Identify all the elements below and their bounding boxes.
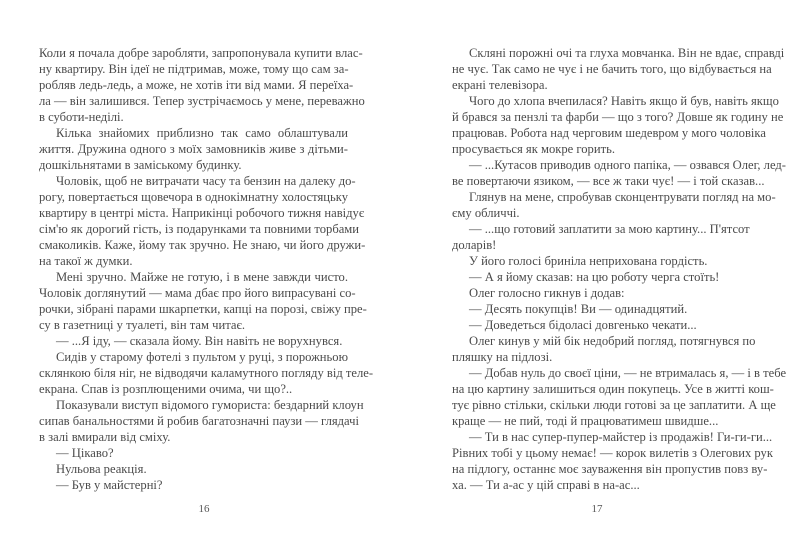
text-line: Кілька знайомих приблизно так само облаштували <box>56 126 348 140</box>
paragraph <box>39 461 348 477</box>
paragraph <box>452 253 742 269</box>
right-page-text <box>452 45 787 493</box>
text-line: Скляні порожні очі та глуха мовчанка. Він не вдає, справді <box>469 46 785 60</box>
text-line: в залі вмирали від сміху. <box>39 430 171 444</box>
text-line: ну квартиру. Він ідеї не підтримав, може, тому що сам за- <box>39 62 349 76</box>
text-line: робляв ледь-ледь, а може, не хотів іти від мами. Я переїха- <box>39 78 354 92</box>
paragraph <box>39 477 348 493</box>
paragraph <box>452 45 785 93</box>
paragraph <box>39 173 366 269</box>
page-number-right: 17 <box>591 503 603 515</box>
text-line: Показували виступ відомого гумориста: бездарний клоун <box>56 398 364 412</box>
paragraph <box>452 301 742 317</box>
paragraph <box>39 445 348 461</box>
paragraph <box>452 333 756 365</box>
text-line: — Ти в нас супер-пупер-майстер із продажів! Ги-ги-ги... <box>469 430 773 444</box>
paragraph <box>452 365 787 429</box>
text-line: просувається як мокре горить. <box>452 142 615 156</box>
paragraph <box>452 221 750 253</box>
text-line: на підлогу, останнє моє зауваження він пропустив повз ву- <box>452 462 768 476</box>
text-line: — Десять покупців! Ви — одинадцятий. <box>469 302 688 316</box>
text-line: доларів! <box>452 238 497 252</box>
text-line: екрана. Спав із розплющеними очима, чи що?.. <box>39 382 293 396</box>
text-line: Олег голосно гикнув і додав: <box>469 286 625 300</box>
text-line: й брався за пензлі та фарби — що з того? Довше як годину не <box>452 110 784 124</box>
text-line: — Цікаво? <box>56 446 114 460</box>
paragraph <box>39 333 348 349</box>
text-line: Олег кинув у мій бік недобрий погляд, потягнувся по <box>469 334 756 348</box>
text-line: — Добав нуль до своєї ціни, — не втрималась я, — і в тебе <box>469 366 787 380</box>
text-line: Чого до хлопа вчепилася? Навіть якщо й був, навіть якщо <box>469 94 779 108</box>
text-line: ла — він залишився. Тепер зустрічаємось у мене, переважно <box>39 94 365 108</box>
paragraph <box>452 157 786 189</box>
text-line: Коли я почала добре заробляти, запропонувала купити влас- <box>39 46 363 60</box>
text-line: Глянув на мене, спробував сконцентрувати погляд на мо- <box>469 190 776 204</box>
text-line: екрані телевізора. <box>452 78 548 92</box>
text-line: Рівних тобі у цьому немає! — корок вилетів з Олегових рук <box>452 446 773 460</box>
text-line: сім'ю як дорогий гість, із подарунками та повними торбами <box>39 222 360 236</box>
text-line: на цю картину залишиться один покупець. Усе в житті кош- <box>452 382 774 396</box>
text-line: У його голосі бриніла неприхована гордість. <box>469 254 708 268</box>
text-line: тує рівно стільки, скільки люди готові за це заплатити. А ще <box>452 398 776 412</box>
text-line: краще — не пий, тоді й працюватимеш швидше... <box>452 414 719 428</box>
paragraph <box>452 93 784 157</box>
paragraph <box>39 397 364 445</box>
text-line: дошкільнятами в заміському будинку. <box>39 158 242 172</box>
text-line: рочки, зібрані парами шкарпетки, капці на порозі, свіжу пре- <box>39 302 367 316</box>
text-line: Чоловік, щоб не витрачати часу та бензин на далеку до- <box>56 174 356 188</box>
paragraph <box>39 45 365 125</box>
paragraph <box>452 285 742 301</box>
text-line: — ...Я іду, — сказала йому. Він навіть не ворухнувся. <box>56 334 343 348</box>
paragraph <box>39 349 374 397</box>
text-line: ве повертаючи язиком, — все ж таки чує! — і той сказав... <box>452 174 765 188</box>
text-line: склянкою біля ніг, не відводячи каламутного погляду від теле- <box>39 366 374 380</box>
text-line: працював. Робота над черговим шедевром у мого чоловіка <box>452 126 766 140</box>
text-line: рогу, повертається щовечора в однокімнатну холостяцьку <box>39 190 348 204</box>
text-line: Сидів у старому фотелі з пультом у руці, з порожньою <box>56 350 348 364</box>
paragraph <box>39 269 367 333</box>
text-line: ха. — Ти а-ас у цій справі в на-ас... <box>452 478 640 492</box>
text-line: — Доведеться бідоласі довгенько чекати... <box>469 318 697 332</box>
text-line: єму обличчі. <box>452 206 520 220</box>
paragraph <box>39 125 348 173</box>
text-line: смаколиків. Каже, йому так зручно. Не знаю, чи його дружи- <box>39 238 366 252</box>
text-line: — ...Кутасов приводив одного папіка, — озвався Олег, лед- <box>469 158 786 172</box>
text-line: сипав банальностями й робив багатозначні паузи — глядачі <box>39 414 359 428</box>
text-line: — ...що готовий заплатити за мою картину... П'ятсот <box>469 222 750 236</box>
text-line: Мені зручно. Майже не готую, і в мене завжди чисто. <box>56 270 348 284</box>
left-page-text <box>39 45 374 493</box>
text-line: життя. Дружина одного з моїх замовників живе з дітьми- <box>39 142 348 156</box>
paragraph <box>452 317 742 333</box>
text-line: — А я йому сказав: на цю роботу черга стоїть! <box>469 270 720 284</box>
text-line: в суботи-неділі. <box>39 110 124 124</box>
paragraph <box>452 269 742 285</box>
text-line: Чоловік доглянутий — мама дбає про його випрасувані со- <box>39 286 356 300</box>
text-line: — Був у майстерні? <box>56 478 163 492</box>
text-line: Нульова реакція. <box>56 462 147 476</box>
text-line: пляшку на підлозі. <box>452 350 553 364</box>
page-number-left: 16 <box>198 503 210 515</box>
paragraph <box>452 189 776 221</box>
text-line: не чує. Так само не чує і не бачить того, що відбувається на <box>452 62 772 76</box>
text-line: на такої ж думки. <box>39 254 133 268</box>
text-line: су в газетниці у туалеті, він там читає. <box>39 318 246 332</box>
paragraph <box>452 429 773 493</box>
text-line: квартиру в центрі міста. Наприкінці робочого тижня навідує <box>39 206 365 220</box>
